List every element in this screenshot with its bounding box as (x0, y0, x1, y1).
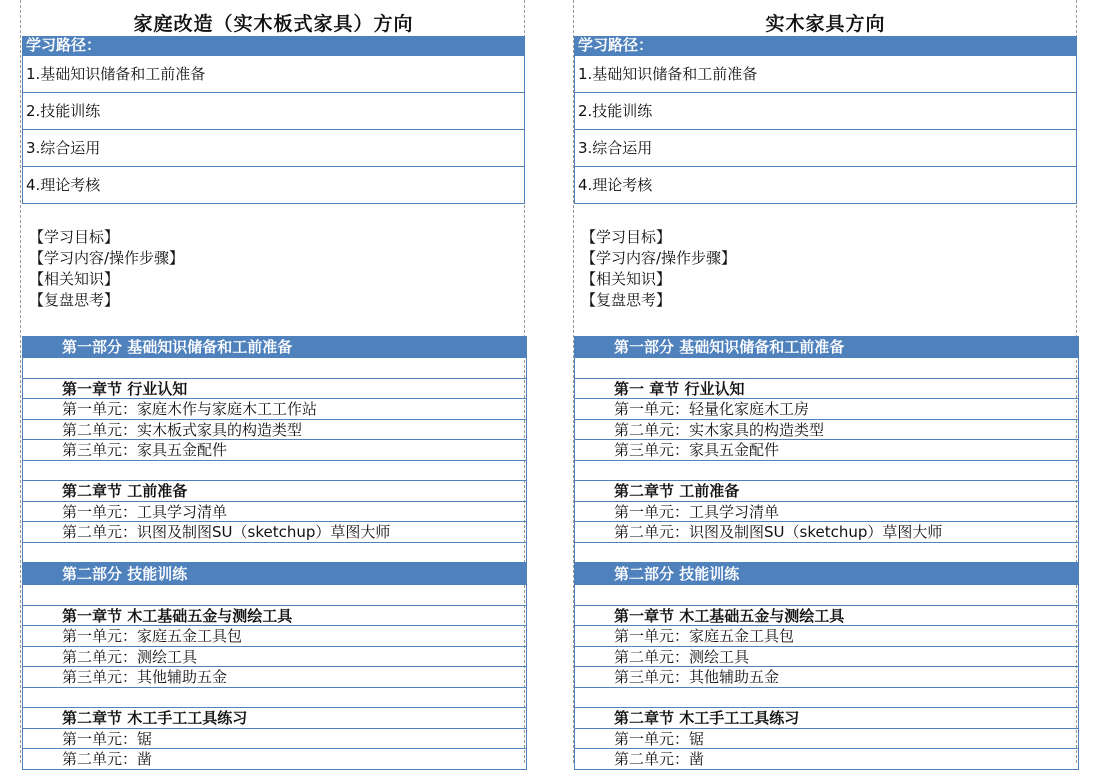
unit-item: 第一单元：锯 (23, 729, 526, 750)
blank-row (23, 358, 526, 379)
learning-path-item: 3.综合运用 (23, 129, 524, 166)
unit-item: 第二单元：识图及制图SU（sketchup）草图大师 (575, 522, 1078, 543)
blank-row (575, 461, 1078, 482)
chapter-heading: 第一章节 木工基础五金与测绘工具 (23, 606, 526, 627)
legend-item: 【复盘思考】 (581, 291, 672, 309)
unit-item: 第三单元：家具五金配件 (23, 440, 526, 461)
legend-item: 【学习目标】 (29, 228, 120, 246)
legend-item: 【复盘思考】 (29, 291, 120, 309)
learning-path-item: 1.基础知识储备和工前准备 (23, 55, 524, 92)
learning-path-header: 学习路径： (575, 36, 1076, 55)
unit-item: 第二单元：识图及制图SU（sketchup）草图大师 (23, 522, 526, 543)
blank-row (23, 543, 526, 564)
learning-path-header: 学习路径： (23, 36, 524, 55)
blank-row (575, 688, 1078, 709)
blank-row (23, 688, 526, 709)
blank-row (23, 585, 526, 606)
section-legend (22, 227, 525, 311)
unit-item: 第二单元：凿 (575, 749, 1078, 770)
unit-item: 第二单元：实木家具的构造类型 (575, 420, 1078, 441)
unit-item: 第三单元：其他辅助五金 (575, 667, 1078, 688)
part-header: 第一部分 基础知识储备和工前准备 (23, 336, 526, 358)
part-header: 第二部分 技能训练 (575, 563, 1078, 585)
part-header: 第一部分 基础知识储备和工前准备 (575, 336, 1078, 358)
legend-item: 【相关知识】 (581, 270, 672, 288)
page-divider-left (20, 0, 21, 763)
learning-path-item: 4.理论考核 (575, 166, 1076, 203)
learning-path-box (574, 36, 1077, 204)
course-outline (574, 336, 1079, 770)
unit-item: 第一单元：工具学习清单 (23, 502, 526, 523)
unit-item: 第一单元：家庭五金工具包 (575, 626, 1078, 647)
learning-path-item: 2.技能训练 (575, 92, 1076, 129)
chapter-heading: 第二章节 工前准备 (23, 481, 526, 502)
column-title: 家庭改造（实木板式家具）方向 (133, 13, 414, 35)
unit-item: 第一单元：锯 (575, 729, 1078, 750)
unit-item: 第一单元：家庭木作与家庭木工工作站 (23, 399, 526, 420)
legend-item: 【学习内容/操作步骤】 (581, 249, 737, 267)
column-home-renovation (22, 0, 525, 768)
learning-path-item: 1.基础知识储备和工前准备 (575, 55, 1076, 92)
chapter-heading: 第二章节 木工手工工具练习 (575, 708, 1078, 729)
chapter-heading: 第一章节 木工基础五金与测绘工具 (575, 606, 1078, 627)
unit-item: 第一单元：家庭五金工具包 (23, 626, 526, 647)
chapter-heading: 第二章节 工前准备 (575, 481, 1078, 502)
column-solid-wood-furniture (574, 0, 1077, 768)
blank-row (575, 543, 1078, 564)
blank-row (575, 358, 1078, 379)
unit-item: 第三单元：家具五金配件 (575, 440, 1078, 461)
unit-item: 第一单元：工具学习清单 (575, 502, 1078, 523)
unit-item: 第二单元：实木板式家具的构造类型 (23, 420, 526, 441)
chapter-heading: 第一 章节 行业认知 (575, 379, 1078, 400)
column-title: 实木家具方向 (765, 13, 886, 35)
legend-item: 【相关知识】 (29, 270, 120, 288)
unit-item: 第三单元：其他辅助五金 (23, 667, 526, 688)
course-outline (22, 336, 527, 770)
learning-path-box (22, 36, 525, 204)
chapter-heading: 第一章节 行业认知 (23, 379, 526, 400)
learning-path-item: 2.技能训练 (23, 92, 524, 129)
unit-item: 第二单元：测绘工具 (23, 647, 526, 668)
section-legend (574, 227, 1077, 311)
unit-item: 第二单元：凿 (23, 749, 526, 770)
unit-item: 第一单元：轻量化家庭木工房 (575, 399, 1078, 420)
blank-row (575, 585, 1078, 606)
unit-item: 第二单元：测绘工具 (575, 647, 1078, 668)
blank-row (23, 461, 526, 482)
legend-item: 【学习目标】 (581, 228, 672, 246)
chapter-heading: 第二章节 木工手工工具练习 (23, 708, 526, 729)
learning-path-item: 4.理论考核 (23, 166, 524, 203)
learning-path-item: 3.综合运用 (575, 129, 1076, 166)
legend-item: 【学习内容/操作步骤】 (29, 249, 185, 267)
part-header: 第二部分 技能训练 (23, 563, 526, 585)
